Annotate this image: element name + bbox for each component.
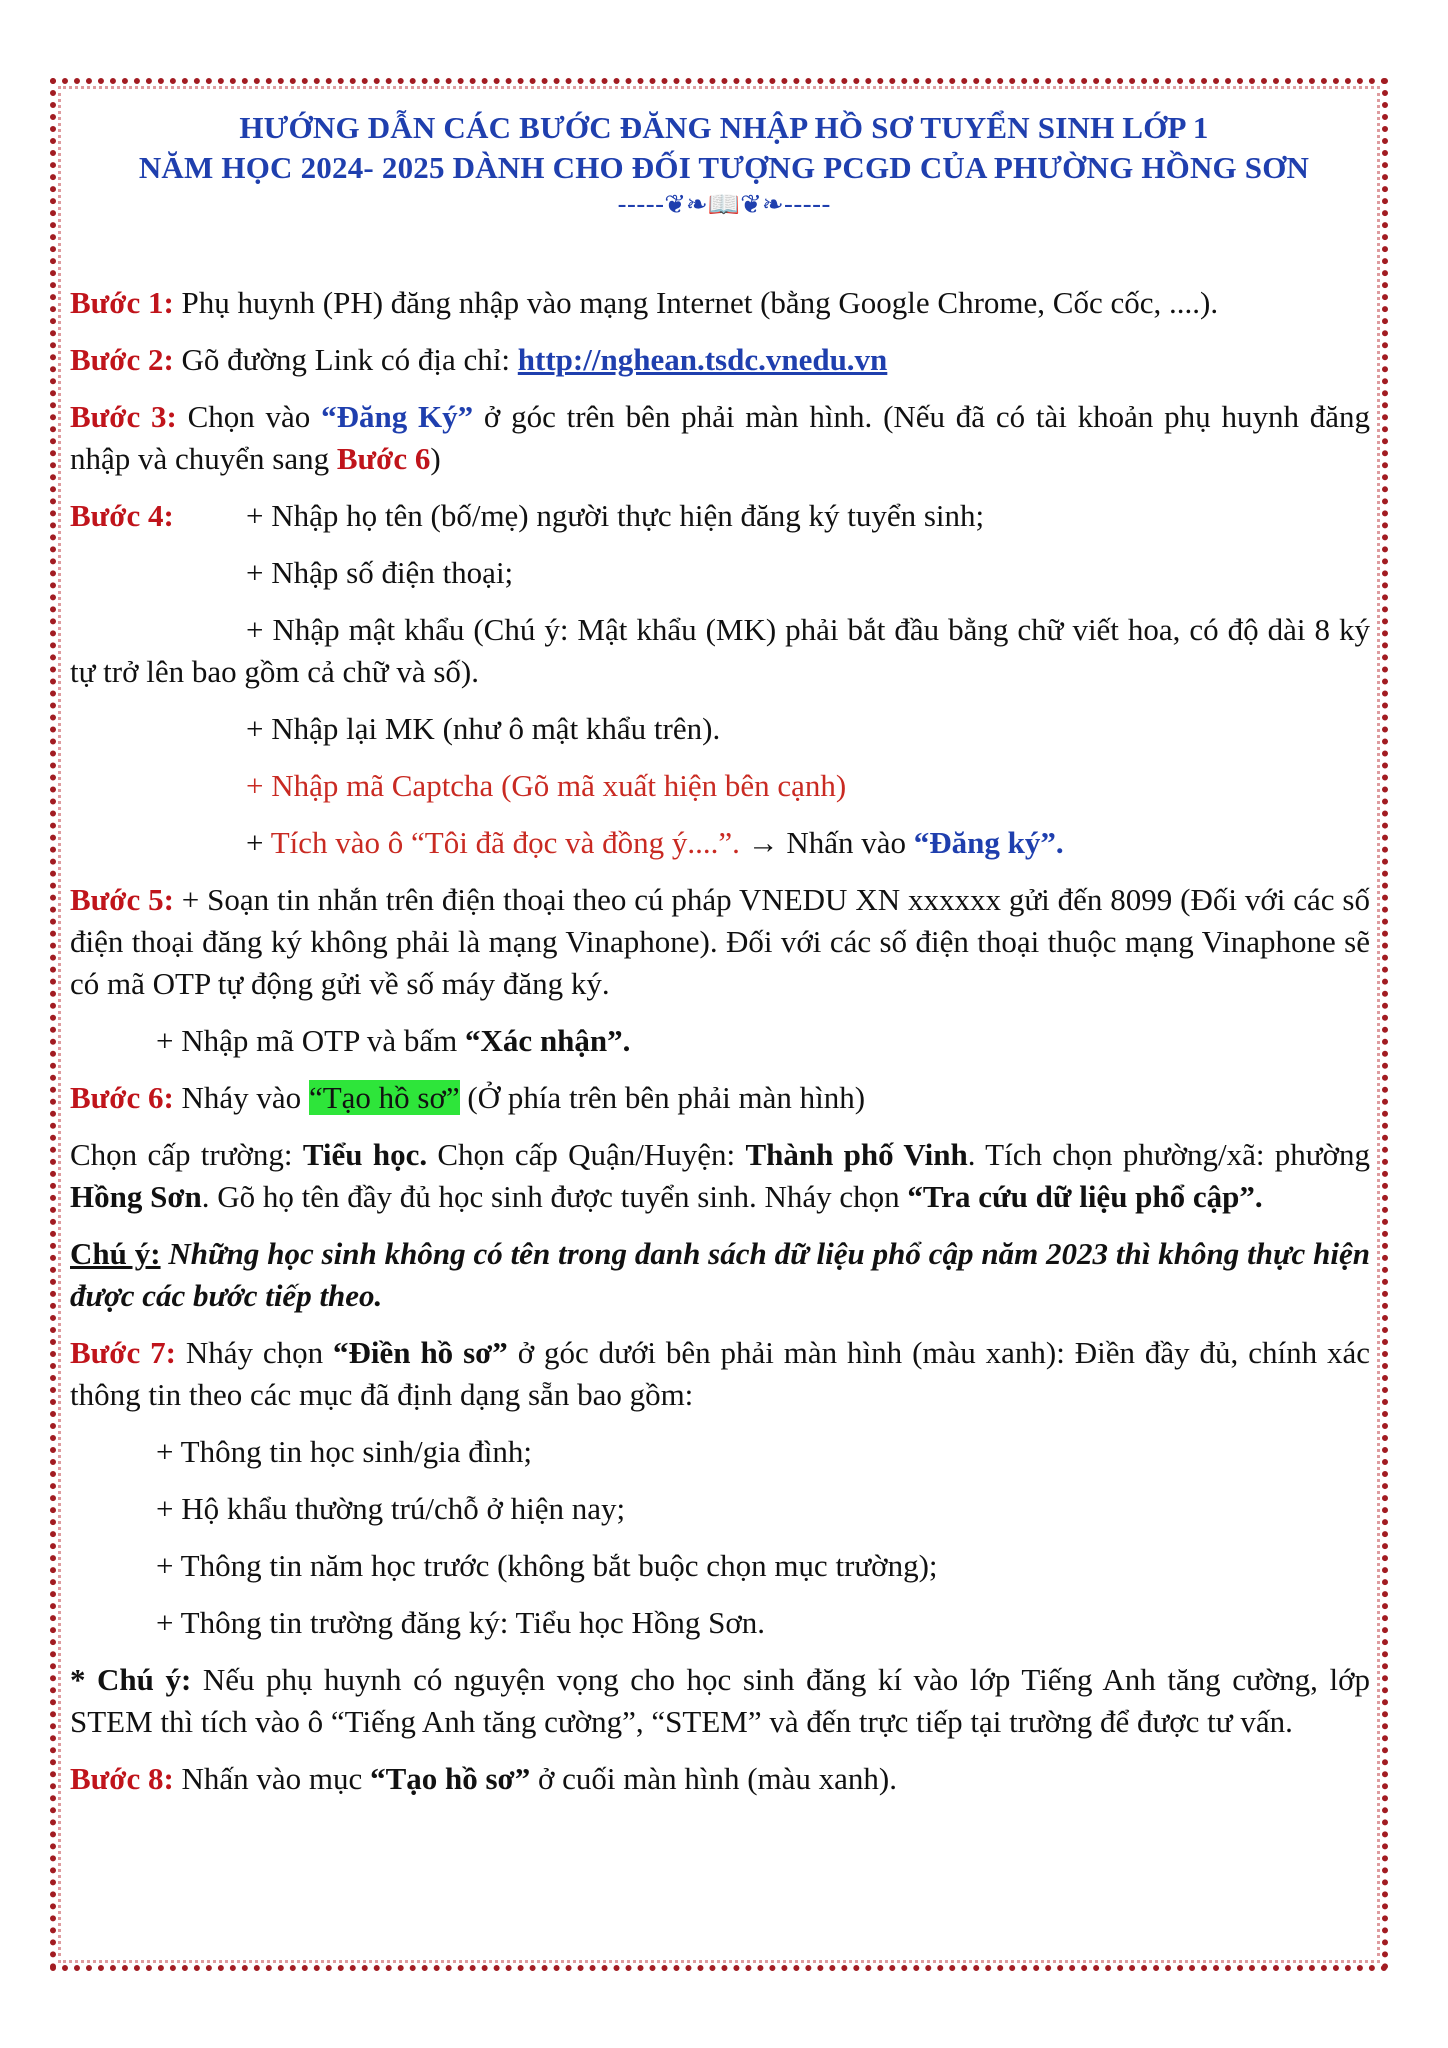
step-4-line-3: + Nhập mật khẩu (Chú ý: Mật khẩu (MK) phải bắt đầu bằng chữ viết hoa, có độ dài 8 ký tự trở lên bao gồm cả chữ và số). (70, 612, 1370, 689)
note-1-label: Chú ý: (70, 1236, 161, 1271)
step-7-item-3: + Thông tin năm học trước (không bắt buộc chọn mục trường); (156, 1548, 938, 1583)
step-5-label: Bước 5: (70, 882, 174, 917)
step-3: Bước 3: Chọn vào “Đăng Ký” ở góc trên bên phải màn hình. (Nếu đã có tài khoản phụ huynh đăng nhập và chuyển sang Bước 6) (70, 399, 1371, 476)
step-4-line-4: + Nhập lại MK (như ô mật khẩu trên). (246, 711, 721, 746)
step-5: Bước 5: + Soạn tin nhắn trên điện thoại theo cú pháp VNEDU XN xxxxxx gửi đến 8099 (Đối với các số điện thoại đăng ký không phải là mạng Vinaphone). Đối với các số điện thoại thuộc mạng Vinaphone sẽ có mã OTP tự động gửi về số máy đăng ký. (70, 882, 1370, 1001)
step-4-line-6: + Tích vào ô “Tôi đã đọc và đồng ý....”. → Nhấn vào “Đăng ký”. (246, 825, 1064, 860)
note-2: * Chú ý: Nếu phụ huynh có nguyện vọng cho học sinh đăng kí vào lớp Tiếng Anh tăng cường, lớp STEM thì tích vào ô “Tiếng Anh tăng cường”, “STEM” và đến trực tiếp tại trường để được tư vấn. (70, 1662, 1370, 1739)
step-7-label: Bước 7: (70, 1335, 176, 1370)
step-2: Bước 2: Gõ đường Link có địa chỉ: http://nghean.tsdc.vnedu.vn (70, 342, 888, 377)
ornament-divider: -----❦❧📖❦❧----- (617, 190, 831, 220)
step-8-label: Bước 8: (70, 1761, 174, 1796)
step-6-details: Chọn cấp trường: Tiểu học. Chọn cấp Quận/Huyện: Thành phố Vinh. Tích chọn phường/xã: phường Hồng Sơn. Gõ họ tên đầy đủ học sinh được tuyển sinh. Nháy chọn “Tra cứu dữ liệu phổ cập”. (70, 1137, 1370, 1214)
step-8: Bước 8: Nhấn vào mục “Tạo hồ sơ” ở cuối màn hình (màu xanh). (70, 1761, 897, 1796)
step-7: Bước 7: Nháy chọn “Điền hồ sơ” ở góc dưới bên phải màn hình (màu xanh): Điền đầy đủ, chính xác thông tin theo các mục đã định dạng sẵn bao gồm: (70, 1335, 1370, 1412)
step-4-line-1: Bước 4: + Nhập họ tên (bố/mẹ) người thực hiện đăng ký tuyển sinh; (70, 495, 1370, 537)
step-5-sub: + Nhập mã OTP và bấm “Xác nhận”. (156, 1023, 631, 1058)
step-7-item-4: + Thông tin trường đăng ký: Tiểu học Hồng Sơn. (156, 1605, 766, 1640)
step-3-label: Bước 3: (70, 399, 177, 434)
create-profile-highlight: “Tạo hồ sơ” (308, 1080, 460, 1115)
step-6: Bước 6: Nháy vào “Tạo hồ sơ” (Ở phía trên bên phải màn hình) (70, 1080, 866, 1115)
step-6-label: Bước 6: (70, 1080, 174, 1115)
step-4-line-2: + Nhập số điện thoại; (246, 555, 514, 590)
step-7-item-2: + Hộ khẩu thường trú/chỗ ở hiện nay; (156, 1491, 626, 1526)
step-1-label: Bước 1: (70, 285, 174, 320)
step-4-line-5: + Nhập mã Captcha (Gõ mã xuất hiện bên cạnh) (246, 768, 847, 803)
title-line-1: HƯỚNG DẪN CÁC BƯỚC ĐĂNG NHẬP HỒ SƠ TUYỂN SINH LỚP 1 (239, 110, 1209, 145)
step-7-item-1: + Thông tin học sinh/gia đình; (156, 1434, 532, 1469)
instructions (70, 282, 1370, 1815)
step-1: Bước 1: Phụ huynh (PH) đăng nhập vào mạng Internet (bằng Google Chrome, Cốc cốc, ....). (70, 285, 1219, 320)
note-1: Chú ý: Những học sinh không có tên trong danh sách dữ liệu phổ cập năm 2023 thì không thực hiện được các bước tiếp theo. (70, 1236, 1370, 1313)
step-4-label: Bước 4: (70, 498, 174, 533)
note-2-label: * Chú ý: (70, 1662, 192, 1697)
registration-link[interactable]: http://nghean.tsdc.vnedu.vn (517, 342, 888, 377)
step-2-label: Bước 2: (70, 342, 174, 377)
title-line-2: NĂM HỌC 2024- 2025 DÀNH CHO ĐỐI TƯỢNG PCGD CỦA PHƯỜNG HỒNG SƠN (138, 150, 1310, 185)
